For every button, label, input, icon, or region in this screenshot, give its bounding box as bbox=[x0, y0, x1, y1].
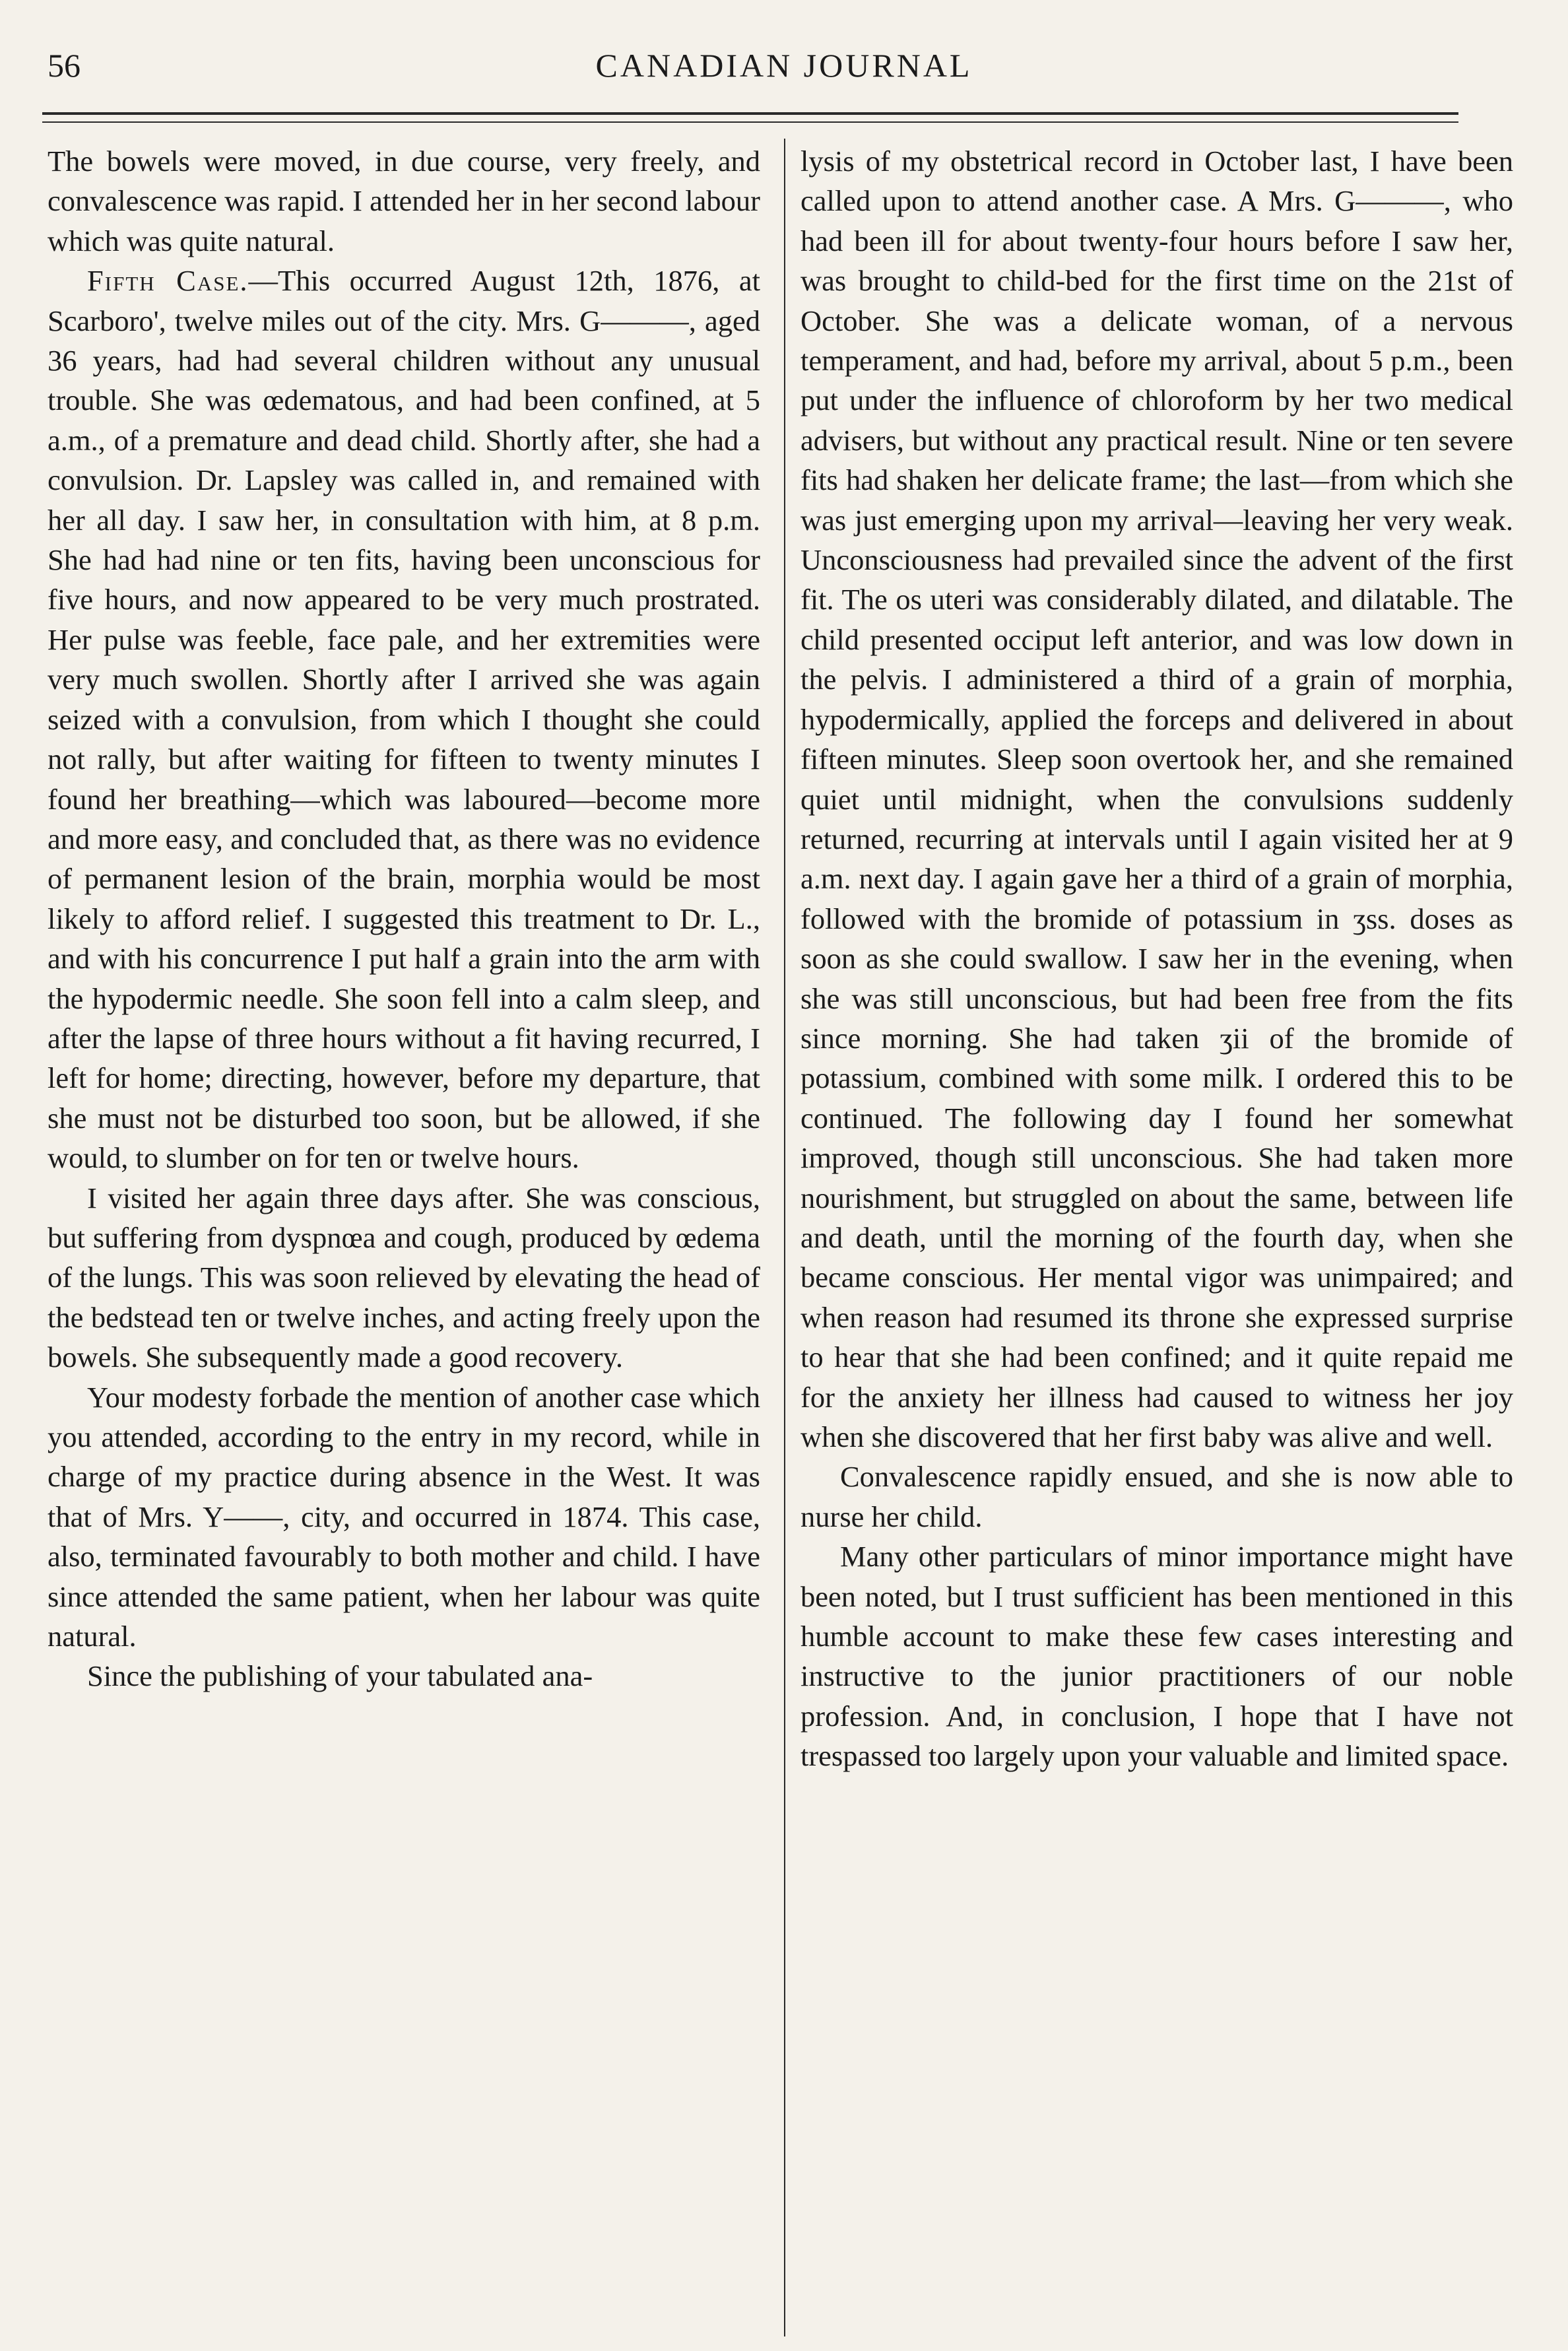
left-column bbox=[48, 141, 760, 2319]
running-title: CANADIAN JOURNAL bbox=[595, 47, 973, 84]
page-header bbox=[0, 0, 1568, 139]
right-column bbox=[800, 141, 1513, 2319]
right-paragraph-2: Convalescence rapidly ensued, and she is now able to nurse her child. bbox=[800, 1460, 1513, 1533]
left-paragraph-3: I visited her again three days after. She was conscious, but suffering from dyspnœa and cough, produced by œdema of the lungs. This was soon relieved by elevating the head of the bedstead ten or twelve inches, and acting freely upon the bowels. She subsequently made a good recovery. bbox=[48, 1181, 760, 1374]
left-paragraph-1: The bowels were moved, in due course, very freely, and convalescence was rapid. I attended her in her second labour which was quite natural. bbox=[48, 145, 760, 257]
column-divider bbox=[784, 139, 785, 2336]
left-paragraph-4: Your modesty forbade the mention of another case which you attended, according to the entry in my record, while in charge of my practice during absence in the West. It was that of Mrs. Y——, city, and occurred in 1874. This case, also, terminated favourably to both mother and child. I have since attended the same patient, when her labour was quite natural. bbox=[48, 1380, 760, 1653]
header-rule-thin bbox=[42, 121, 1458, 123]
left-paragraph-5: Since the publishing of your tabulated ana- bbox=[87, 1659, 593, 1693]
case-heading: Fifth Case. bbox=[87, 264, 249, 298]
left-paragraph-2 bbox=[48, 261, 760, 1177]
right-paragraph-1: lysis of my obstetrical record in October last, I have been called upon to attend another case. A Mrs. G———, who had been ill for about twenty-four hours before I saw her, was brought to child-bed for the first time on the 21st of October. She was a delicate woman, of a nervous temperament, and had, before my arrival, about 5 p.m., been put under the influence of chloroform by her two medical advisers, but without any practical result. Nine or ten severe fits had shaken her delicate frame; the last—from which she was just emerging upon my arrival—leaving her very weak. Unconsciousness had prevailed since the advent of the first fit. The os uteri was considerably dilated, and dilatable. The child presented occiput left anterior, and was low down in the pelvis. I administered a third of a grain of morphia, hypodermically, applied the forceps and delivered in about fifteen minutes. Sleep soon overtook her, and she remained quiet until midnight, when the convulsions suddenly returned, recurring at intervals until I again visited her at 9 a.m. next day. I again gave her a third of a grain of morphia, followed with the bromide of potassium in ʒss. doses as soon as she could swallow. I saw her in the evening, when she was still unconscious, but had been free from the fits since morning. She had taken ʒii of the bromide of potassium, combined with some milk. I ordered this to be continued. The following day I found her somewhat improved, though still unconscious. She had taken more nourishment, but struggled on about the same, between life and death, until the morning of the fourth day, when she became conscious. Her mental vigor was unimpaired; and when reason had resumed its throne she expressed surprise to hear that she had been confined; and it quite repaid me for the anxiety her illness had caused to witness her joy when she discovered that her first baby was alive and well. bbox=[800, 145, 1513, 1453]
page-number: 56 bbox=[48, 47, 81, 84]
right-paragraph-3: Many other particulars of minor importance might have been noted, but I trust sufficient has been mentioned in this humble account to make these few cases interesting and instructive to the junior practitioners of our noble profession. And, in conclusion, I hope that I have not trespassed too largely upon your valuable and limited space. bbox=[800, 1540, 1513, 1773]
case-text: —This occurred August 12th, 1876, at Scarboro', twelve miles out of the city. Mrs. G———, aged 36 years, had had several children without any unusual trouble. She was œdematous, and had been confined, at 5 a.m., of a premature and dead child. Shortly after, she had a convulsion. Dr. Lapsley was called in, and remained with her all day. I saw her, in consultation with him, at 8 p.m. She had had nine or ten fits, having been unconscious for five hours, and now appeared to be very much prostrated. Her pulse was feeble, face pale, and her extremities were very much swollen. Shortly after I arrived she was again seized with a convulsion, from which I thought she could not rally, but after waiting for fifteen to twenty minutes I found her breathing—which was laboured—become more and more easy, and concluded that, as there was no evidence of permanent lesion of the brain, morphia would be most likely to afford relief. I suggested this treatment to Dr. L., and with his concurrence I put half a grain into the arm with the hypodermic needle. She soon fell into a calm sleep, and after the lapse of three hours without a fit having recurred, I left for home; directing, however, before my departure, that she must not be disturbed too soon, but be allowed, if she would, to slumber on for ten or twelve hours. bbox=[48, 264, 760, 1175]
header-rule-thick bbox=[42, 112, 1458, 115]
